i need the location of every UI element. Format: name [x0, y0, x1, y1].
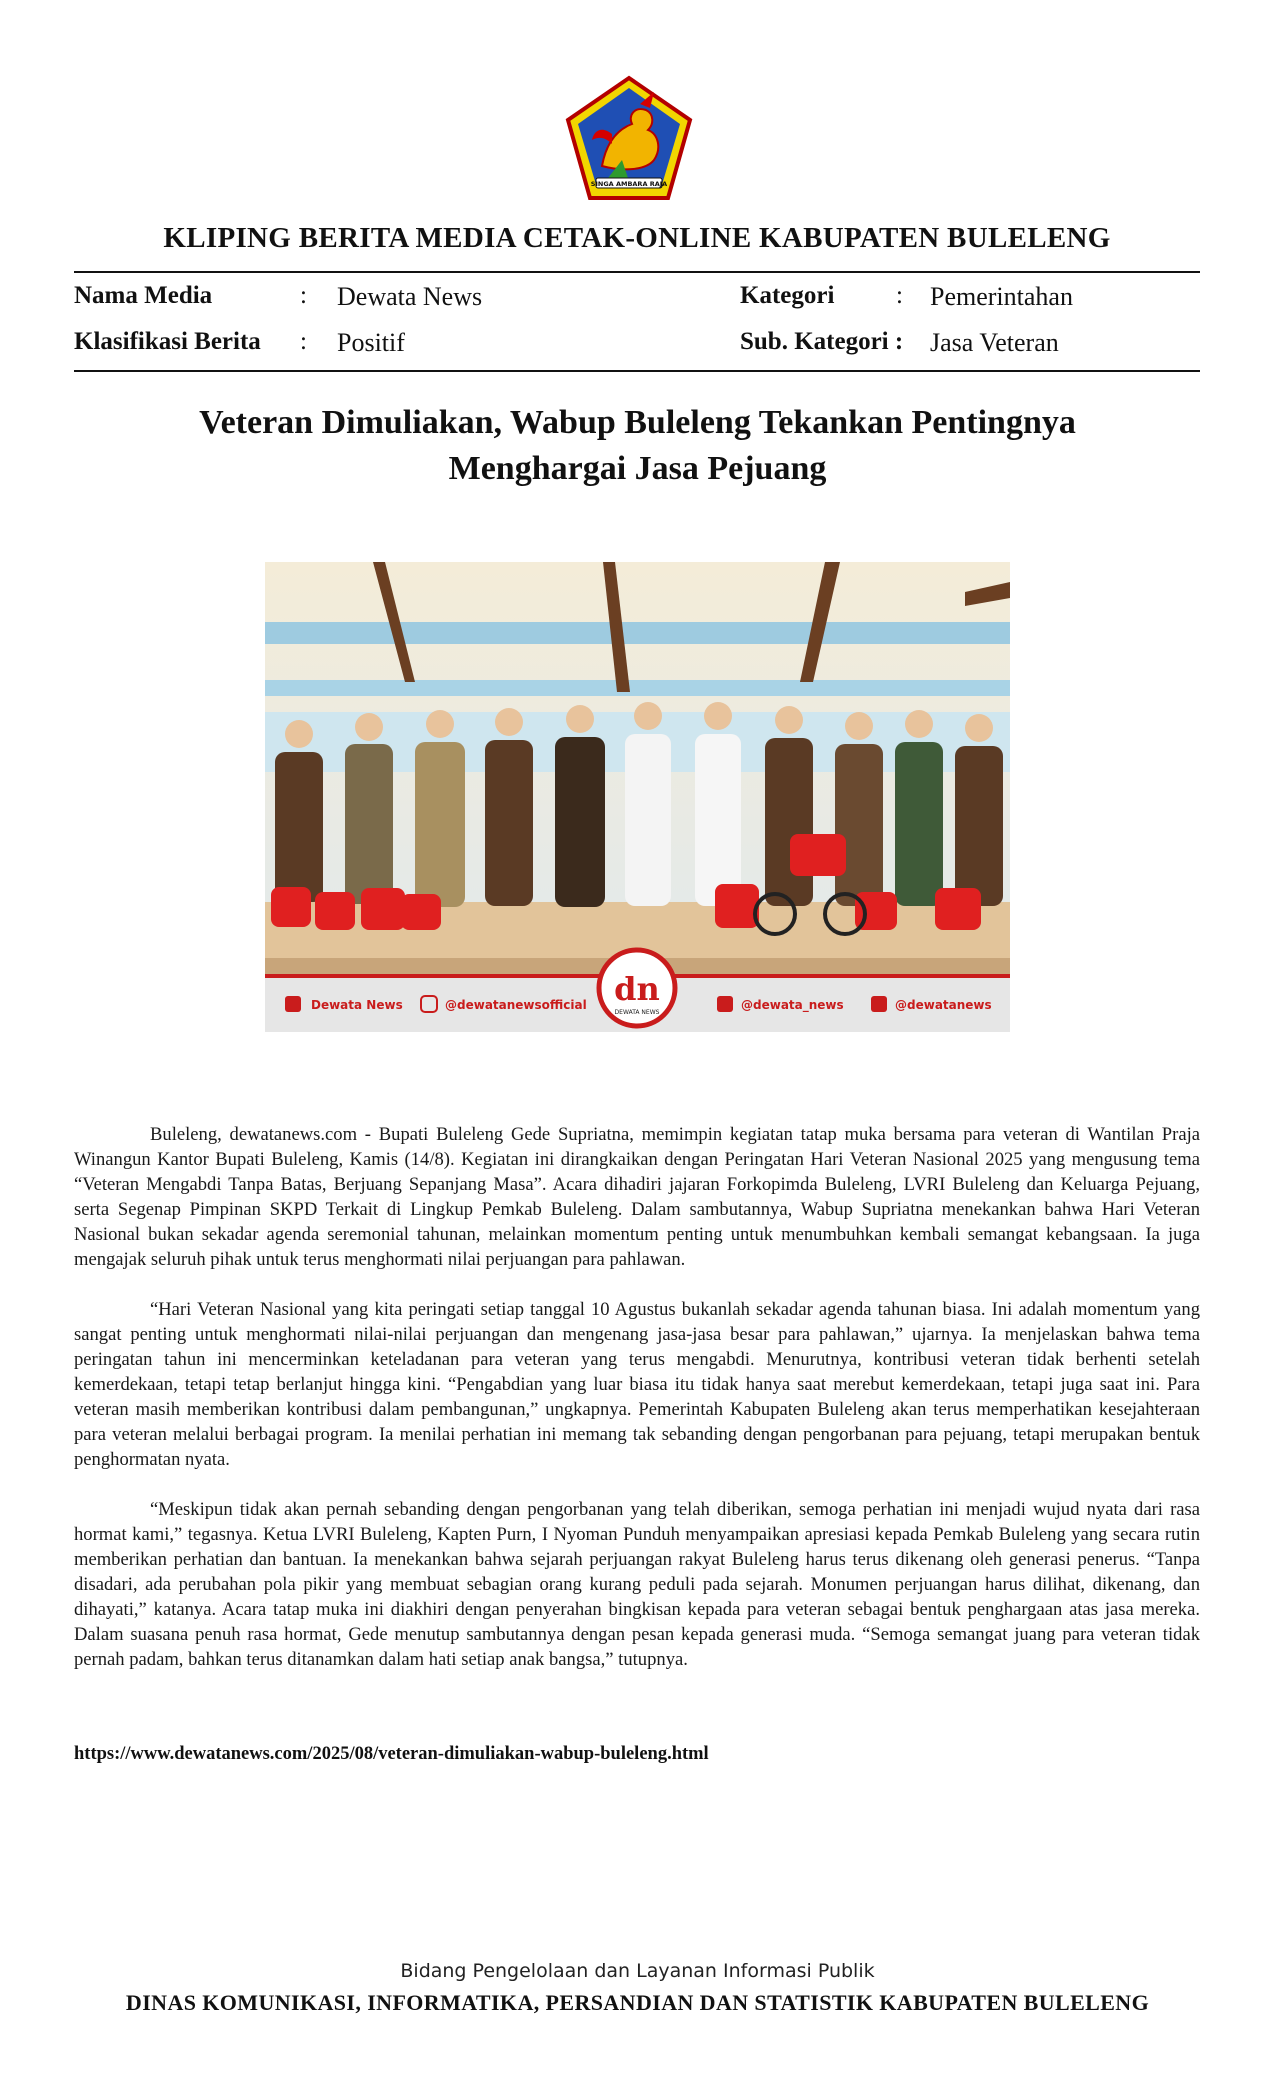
article-paragraph: “Meskipun tidak akan pernah sebanding dengan pengorbanan yang telah diberikan, semoga perhatian ini menjadi wujud nyata dari rasa hormat kami,” tegasnya. Ketua LVRI Buleleng, Kapten Purn, I Nyoman Punduh menyampaikan apresiasi kepada Pemkab Buleleng yang secara rutin memberikan perhatian dan bantuan. Ia menekankan bahwa sejarah perjuangan rakyat Buleleng harus terus dikenang oleh generasi penerus. “Tanpa disadari, ada perubahan pola pikir yang membuat sebagian orang kurang peduli pada sejarah. Monumen perjuangan harus dilihat, dikenang, dan dihayati,” katanya. Acara tatap muka ini diakhiri dengan penyerahan bingkisan kepada para veteran sebagai bentuk penghargaan atas jasa mereka. Dalam suasana penuh rasa hormat, Gede menutup sambutannya dengan pesan kepada generasi muda. “Semoga semangat juang para veteran tidak pernah padam, bahkan terus ditanamkan dalam hati setiap anak bangsa,” tutupnya. — [74, 1499, 1200, 1670]
photo-twitter-handle: @dewata_news — [741, 998, 844, 1012]
photo-tiktok-handle: @dewatanews — [895, 998, 992, 1012]
emblem-motto: SINGA AMBARA RAJA — [590, 180, 668, 188]
media-colon: : — [300, 282, 307, 309]
article-paragraph: Buleleng, dewatanews.com - Bupati Buleleng Gede Supriatna, memimpin kegiatan tatap muka bersama para veteran di Wantilan Praja Winangun Kantor Bupati Buleleng, Kamis (14/8). Kegiatan ini dirangkaikan dengan Peringatan Hari Veteran Nasional 2025 yang mengusung tema “Veteran Mengabdi Tanpa Batas, Berjuang Sepanjang Masa”. Acara dihadiri jajaran Forkopimda Buleleng, LVRI Buleleng dan Keluarga Pejuang, serta Segenap Pimpinan SKPD Terkait di Lingkup Pemkab Buleleng. Dalam sambutannya, Wabup Supriatna menekankan bahwa Hari Veteran Nasional bukan sekadar agenda seremonial tahunan, melainkan momentum penting untuk menumbuhkan kembali semangat kebangsaan. Ia juga mengajak seluruh pihak untuk terus menghormati nilai perjuangan para pahlawan. — [74, 1124, 1200, 1270]
document-header: KLIPING BERITA MEDIA CETAK-ONLINE KABUPATEN BULELENG — [163, 222, 1111, 254]
article-photo — [265, 562, 1010, 1032]
media-label: Nama Media — [74, 282, 213, 309]
footer-subtitle: Bidang Pengelolaan dan Layanan Informasi Publik — [400, 1960, 875, 1982]
photo-facebook-handle: Dewata News — [311, 998, 403, 1012]
article-paragraph: “Hari Veteran Nasional yang kita peringati setiap tanggal 10 Agustus bukanlah sekadar agenda tahunan biasa. Ini adalah momentum yang sangat penting untuk menghormati nilai-nilai perjuangan dan mengenang jasa-jasa besar para pahlawan,” ujarnya. Ia menjelaskan bahwa tema peringatan tahun ini mencerminkan keteladanan para veteran yang terus mengabdi. Menurutnya, kontribusi veteran tidak berhenti setelah kemerdekaan, tetapi tetap berlanjut hingga kini. “Pengabdian yang luar biasa itu tidak hanya saat merebut kemerdekaan, tetapi juga saat ini. Para veteran masih memberikan kontribusi dalam pembangunan,” ungkapnya. Pemerintah Kabupaten Buleleng akan terus memperhatikan kesejahteraan para veteran melalui berbagai program. Ia menilai perhatian ini memang tak sebanding dengan pengorbanan para pejuang, tetapi merupakan bentuk penghormatan nyata. — [74, 1299, 1200, 1470]
photo-logo-text: dn — [614, 970, 660, 1008]
category-colon: : — [896, 282, 903, 309]
buleleng-emblem — [562, 74, 696, 202]
footer-title: DINAS KOMUNIKASI, INFORMATIKA, PERSANDIAN DAN STATISTIK KABUPATEN BULELENG — [125, 1990, 1150, 2015]
subcategory-value: Jasa Veteran — [930, 328, 1059, 357]
article-title-line2: Menghargai Jasa Pejuang — [448, 450, 827, 487]
media-value: Dewata News — [337, 282, 483, 311]
category-value: Pemerintahan — [930, 282, 1073, 311]
classification-label: Klasifikasi Berita — [74, 328, 261, 355]
article-title — [120, 400, 1155, 492]
meta-divider — [74, 370, 1200, 372]
photo-logo-sub: DEWATA NEWS — [614, 1009, 660, 1016]
article-body — [74, 1122, 1200, 1697]
photo-instagram-handle: @dewatanewsofficial — [445, 998, 587, 1012]
classification-value: Positif — [337, 328, 405, 357]
header-divider — [74, 271, 1200, 273]
article-title-line1: Veteran Dimuliakan, Wabup Buleleng Tekankan Pentingnya — [199, 404, 1076, 441]
subcategory-label: Sub. Kategori : — [740, 328, 904, 355]
category-label: Kategori — [740, 282, 835, 309]
classification-colon: : — [300, 328, 307, 355]
source-url-link[interactable]: https://www.dewatanews.com/2025/08/veteran-dimuliakan-wabup-buleleng.html — [74, 1744, 709, 1764]
